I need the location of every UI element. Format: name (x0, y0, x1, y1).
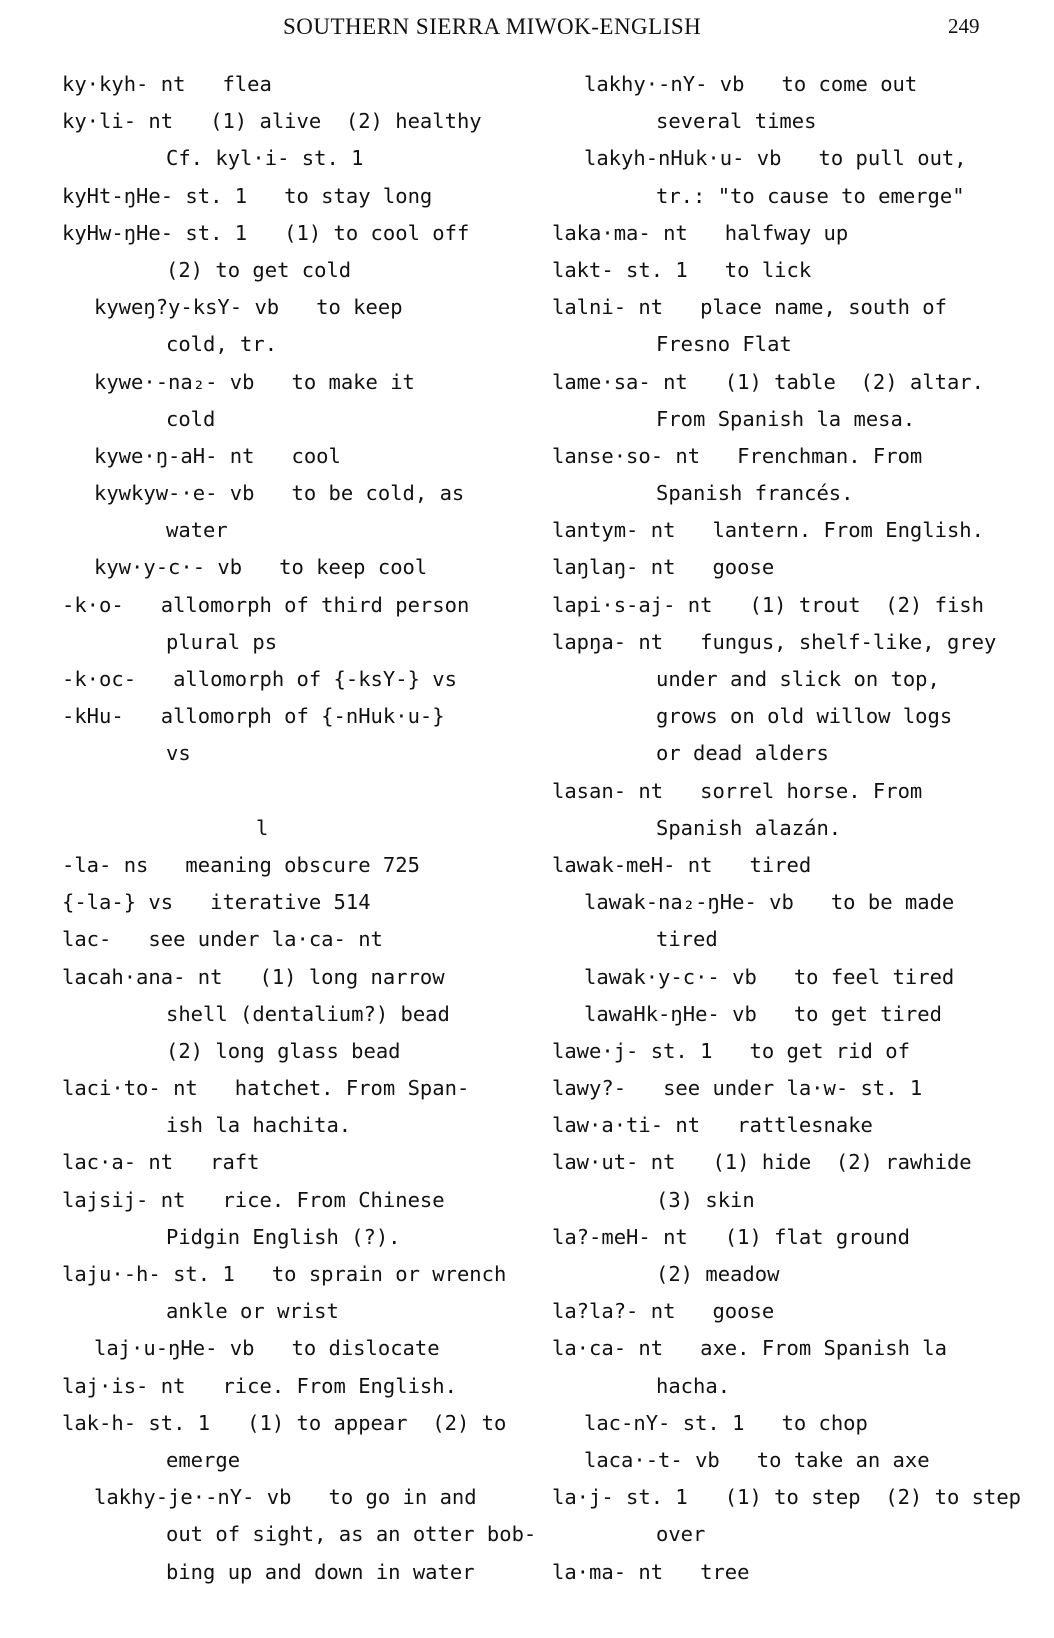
entry-continuation-line: shell (dentalium?) bead (166, 1001, 450, 1026)
entry-continuation-line: emerge (166, 1447, 241, 1472)
dictionary-entry-line: lacah·ana- nt (1) long narrow (62, 964, 445, 989)
dictionary-entry-line: lalni- nt place name, south of (552, 295, 947, 320)
dictionary-entry-line: kywkyw-·e- vb to be cold, as (94, 481, 465, 506)
dictionary-entry-line: -k·o- allomorph of third person (62, 592, 470, 617)
dictionary-entry-line: kywe·-na₂- vb to make it (94, 369, 415, 394)
dictionary-entry-line: laj·u-ŋHe- vb to dislocate (94, 1336, 440, 1361)
dictionary-entry-line: lantym- nt lantern. From English. (552, 518, 984, 543)
dictionary-entry-line: laci·to- nt hatchet. From Span- (62, 1076, 470, 1101)
dictionary-entry-line: lawy?- see under la·w- st. 1 (552, 1076, 923, 1101)
entry-continuation-line: (2) to get cold (166, 257, 352, 282)
dictionary-entry-line: laj·is- nt rice. From English. (62, 1373, 457, 1398)
dictionary-entry-line: laju·-h- st. 1 to sprain or wrench (62, 1262, 507, 1286)
entry-continuation-line: Spanish francés. (656, 481, 854, 506)
section-letter-heading: l (256, 815, 269, 840)
dictionary-entry-line: lawe·j- st. 1 to get rid of (552, 1038, 910, 1063)
dictionary-entry-line: {-la-} vs iterative 514 (62, 890, 371, 915)
entry-continuation-line: tr.: "to cause to emerge" (656, 183, 965, 208)
page-header (0, 14, 1054, 48)
entry-continuation-line: ish la hachita. (166, 1113, 352, 1138)
dictionary-entry-line: la·ma- nt tree (552, 1559, 750, 1584)
dictionary-entry-line: lakyh-nHuk·u- vb to pull out, (584, 146, 967, 171)
page-number: 249 (948, 14, 980, 38)
dictionary-entry-line: lapi·s-aj- nt (1) trout (2) fish (552, 592, 984, 617)
dictionary-entry-line: kywe·ŋ-aH- nt cool (94, 443, 341, 468)
dictionary-entry-line: ky·kyh- nt flea (62, 72, 272, 96)
dictionary-entry-line: la?-meH- nt (1) flat ground (552, 1224, 910, 1249)
dictionary-entry-line: lawaHk-ŋHe- vb to get tired (584, 1001, 942, 1026)
dictionary-entry-line: laca·-t- vb to take an axe (584, 1447, 930, 1472)
entry-continuation-line: cold (166, 406, 216, 431)
entry-continuation-line: over (656, 1522, 706, 1547)
dictionary-entry-line: laka·ma- nt halfway up (552, 220, 849, 245)
entry-continuation-line: tired (656, 927, 718, 952)
dictionary-entry-line: lak-h- st. 1 (1) to appear (2) to (62, 1410, 507, 1435)
entry-continuation-line: Fresno Flat (656, 332, 792, 357)
dictionary-entry-line: kyweŋ?y-ksY- vb to keep (94, 295, 403, 320)
dictionary-entry-line: lawak-na₂-ŋHe- vb to be made (584, 890, 955, 915)
dictionary-entry-line: lac·a- nt raft (62, 1150, 260, 1175)
dictionary-entry-line: kyHw-ŋHe- st. 1 (1) to cool off (62, 220, 470, 245)
dictionary-entry-line: lac-nY- st. 1 to chop (584, 1410, 868, 1435)
dictionary-entry-line: lakhy-je·-nY- vb to go in and (94, 1485, 477, 1510)
entry-continuation-line: ankle or wrist (166, 1299, 339, 1324)
entry-continuation-line: or dead alders (656, 741, 829, 766)
entry-continuation-line: vs (166, 741, 191, 766)
dictionary-entry-line: la·j- st. 1 (1) to step (2) to step (552, 1485, 1021, 1510)
entry-continuation-line: (2) meadow (656, 1262, 780, 1286)
dictionary-entry-line: lanse·so- nt Frenchman. From (552, 443, 923, 468)
dictionary-entry-line: law·a·ti- nt rattlesnake (552, 1113, 873, 1138)
dictionary-entry-line: lawak·y-c·- vb to feel tired (584, 964, 955, 989)
entry-continuation-line: Cf. kyl·i- st. 1 (166, 146, 364, 171)
dictionary-entry-line: lawak-meH- nt tired (552, 852, 812, 877)
entry-continuation-line: hacha. (656, 1373, 731, 1398)
left-column (62, 66, 537, 1591)
dictionary-entry-line (62, 773, 532, 810)
entry-continuation-line: bing up and down in water (166, 1559, 475, 1584)
dictionary-entry-line: la?la?- nt goose (552, 1299, 775, 1324)
dictionary-entry-line: lac- see under la·ca- nt (62, 927, 383, 952)
dictionary-entry-line: kyw·y-c·- vb to keep cool (94, 555, 428, 580)
dictionary-entry-line: lasan- nt sorrel horse. From (552, 778, 923, 803)
entry-continuation-line: (2) long glass bead (166, 1038, 401, 1063)
dictionary-entry-line: -k·oc- allomorph of {-ksY-} vs (62, 667, 457, 691)
entry-continuation-line: Pidgin English (?). (166, 1224, 401, 1249)
entry-continuation-line: plural ps (166, 629, 278, 654)
entry-continuation-line: cold, tr. (166, 332, 278, 357)
dictionary-entry-line: laŋlaŋ- nt goose (552, 555, 775, 580)
dictionary-entry-line: -kHu- allomorph of {-nHuk·u-} (62, 704, 445, 729)
dictionary-entry-line: -la- ns meaning obscure 725 (62, 852, 420, 877)
dictionary-entry-line: lakhy·-nY- vb to come out (584, 72, 918, 96)
entry-continuation-line: several times (656, 109, 817, 134)
dictionary-entry-line: ky·li- nt (1) alive (2) healthy (62, 109, 482, 134)
entry-continuation-line: grows on old willow logs (656, 704, 953, 729)
running-title: SOUTHERN SIERRA MIWOK-ENGLISH (283, 14, 702, 39)
entry-continuation-line: (3) skin (656, 1187, 755, 1212)
entry-continuation-line: Spanish alazán. (656, 815, 842, 840)
dictionary-entry-line: kyHt-ŋHe- st. 1 to stay long (62, 183, 433, 208)
entry-continuation-line: From Spanish la mesa. (656, 406, 916, 431)
entry-continuation-line: water (166, 518, 228, 543)
entry-continuation-line: out of sight, as an otter bob- (166, 1522, 537, 1547)
entry-continuation-line: under and slick on top, (656, 667, 940, 691)
dictionary-entry-line: law·ut- nt (1) hide (2) rawhide (552, 1150, 972, 1175)
dictionary-entry-line: lajsij- nt rice. From Chinese (62, 1187, 445, 1212)
right-column (552, 66, 1032, 1591)
dictionary-entry-line: lame·sa- nt (1) table (2) altar. (552, 369, 984, 394)
dictionary-entry-line: lakt- st. 1 to lick (552, 257, 812, 282)
dictionary-entry-line: lapŋa- nt fungus, shelf-like, grey (552, 629, 997, 654)
dictionary-entry-line: la·ca- nt axe. From Spanish la (552, 1336, 947, 1361)
